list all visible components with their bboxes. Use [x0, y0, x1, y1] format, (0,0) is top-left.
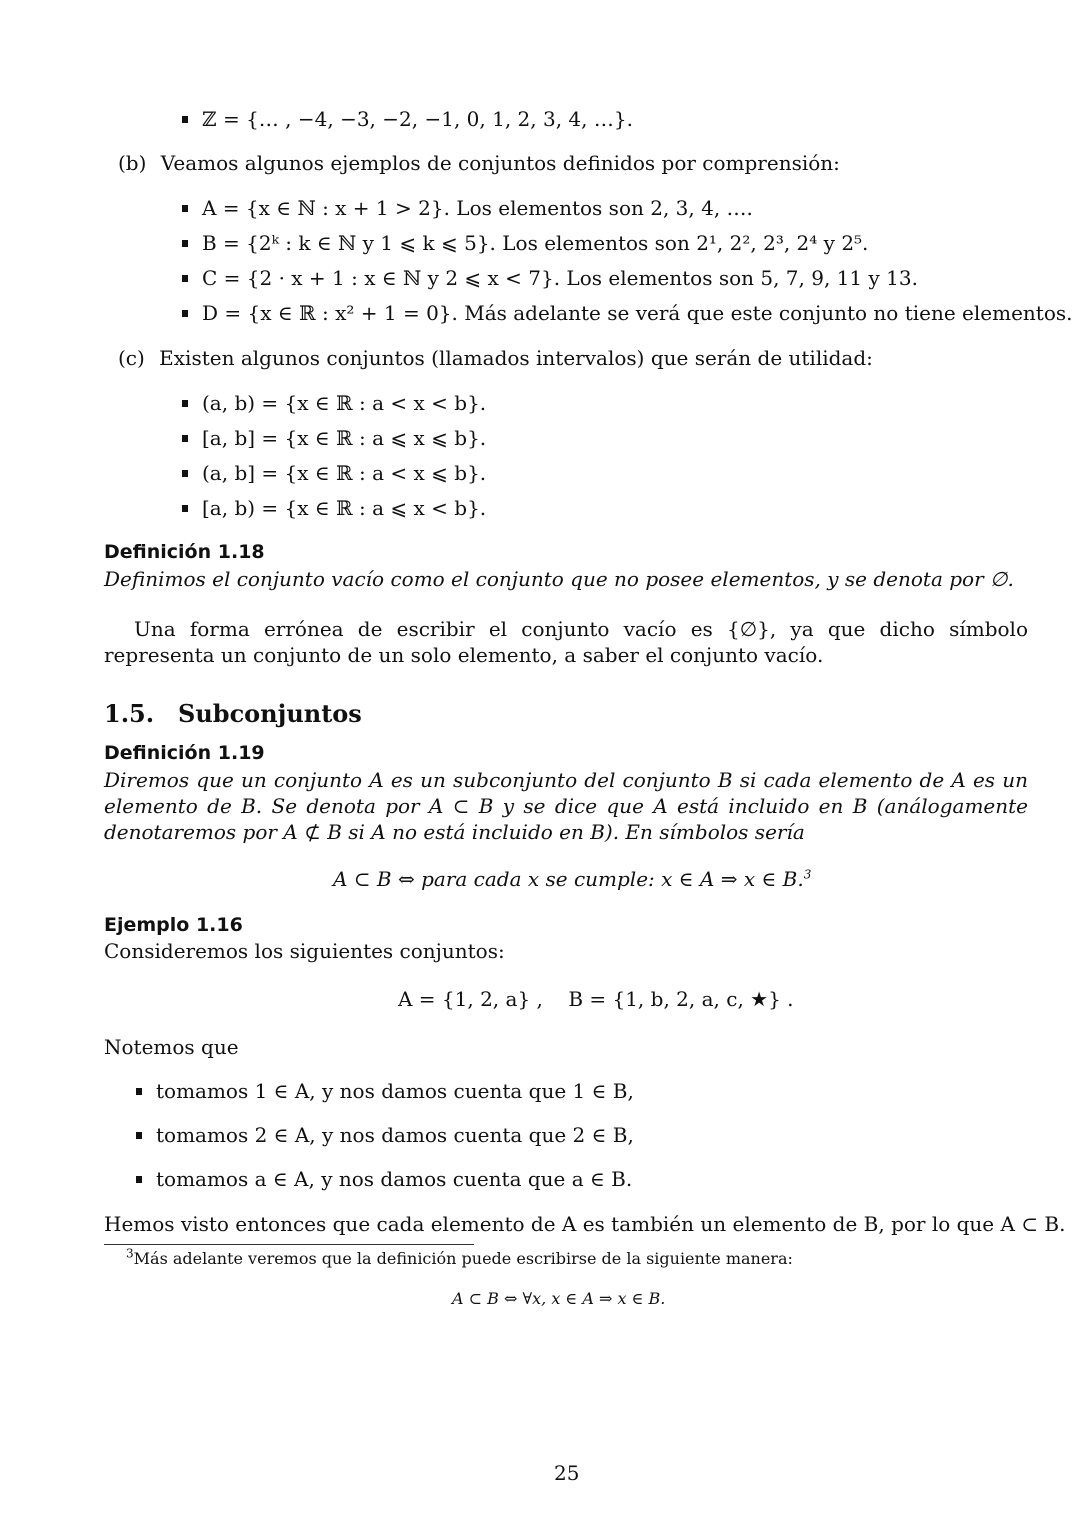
section-number: 1.5. — [104, 699, 155, 728]
section-title: Subconjuntos — [178, 699, 362, 728]
footnote-marker: 3 — [803, 867, 812, 882]
definition-body: Definimos el conjunto vacío como el conjunto que no posee elementos, y se denota por ∅. — [104, 567, 1014, 591]
list-item: tomamos a ∈ A, y nos damos cuenta que a ∈ B. — [136, 1166, 632, 1192]
footnote-marker: 3 — [126, 1246, 134, 1261]
item-text: Veamos algunos ejemplos de conjuntos definidos por comprensión: — [160, 151, 840, 175]
enumerate-item-c — [118, 345, 873, 371]
display-formula — [333, 866, 811, 892]
paragraph: Notemos que — [104, 1035, 239, 1059]
footnote-rule — [104, 1244, 474, 1245]
display-formula: A = {1, 2, a} , B = {1, b, 2, a, c, ★} . — [398, 987, 794, 1011]
list-item: D = {x ∈ ℝ : x² + 1 = 0}. Más adelante se verá que este conjunto no tiene elementos. — [182, 300, 1073, 326]
item-text: Existen algunos conjuntos (llamados intervalos) que serán de utilidad: — [159, 346, 873, 370]
item-label: (b) — [118, 151, 147, 175]
list-item: C = {2 · x + 1 : x ∈ ℕ y 2 ⩽ x < 7}. Los elementos son 5, 7, 9, 11 y 13. — [182, 265, 918, 291]
definition-body: Diremos que un conjunto A es un subconjunto del conjunto B si cada elemento de A es un elemento de B. Se denota por A ⊂ B y se dice que A está incluido en B (análogamente denotaremos por A ⊄ B si A no está incluido en B). En símbolos sería — [104, 768, 1028, 844]
list-item: [a, b] = {x ∈ ℝ : a ⩽ x ⩽ b}. — [182, 425, 486, 451]
footnote-formula: A ⊂ B ⇔ ∀x, x ∈ A ⇒ x ∈ B. — [452, 1289, 666, 1308]
example-title: Ejemplo 1.16 — [104, 914, 243, 936]
list-item: tomamos 1 ∈ A, y nos damos cuenta que 1 ∈ B, — [136, 1078, 634, 1104]
list-item: (a, b) = {x ∈ ℝ : a < x < b}. — [182, 390, 486, 416]
page-number: 25 — [554, 1461, 580, 1485]
list-item: [a, b) = {x ∈ ℝ : a ⩽ x < b}. — [182, 495, 486, 521]
list-item: B = {2ᵏ : k ∈ ℕ y 1 ⩽ k ⩽ 5}. Los elementos son 2¹, 2², 2³, 2⁴ y 2⁵. — [182, 230, 868, 256]
formula-text: A ⊂ B ⇔ para cada x se cumple: x ∈ A ⇒ x ∈ B. — [333, 867, 804, 891]
definition-title: Definición 1.18 — [104, 541, 265, 563]
paragraph: Una forma errónea de escribir el conjunto vacío es {∅}, ya que dicho símbolo representa un conjunto de un solo elemento, a saber el conjunto vacío. — [104, 617, 1028, 667]
item-label: (c) — [118, 346, 145, 370]
footnote-text: Más adelante veremos que la definición puede escribirse de la siguiente manera: — [133, 1249, 793, 1268]
section-heading — [104, 701, 362, 727]
paragraph: Hemos visto entonces que cada elemento de A es también un elemento de B, por lo que A ⊂ B. — [104, 1212, 1066, 1236]
list-item: tomamos 2 ∈ A, y nos damos cuenta que 2 ∈ B, — [136, 1122, 634, 1148]
list-item: (a, b] = {x ∈ ℝ : a < x ⩽ b}. — [182, 460, 486, 486]
enumerate-item-b — [118, 150, 840, 176]
example-intro: Consideremos los siguientes conjuntos: — [104, 939, 505, 963]
list-item-integers: ℤ = {… , −4, −3, −2, −1, 0, 1, 2, 3, 4, …}. — [182, 106, 633, 132]
definition-title: Definición 1.19 — [104, 742, 265, 764]
list-item: A = {x ∈ ℕ : x + 1 > 2}. Los elementos son 2, 3, 4, …. — [182, 195, 753, 221]
footnote — [126, 1248, 793, 1270]
